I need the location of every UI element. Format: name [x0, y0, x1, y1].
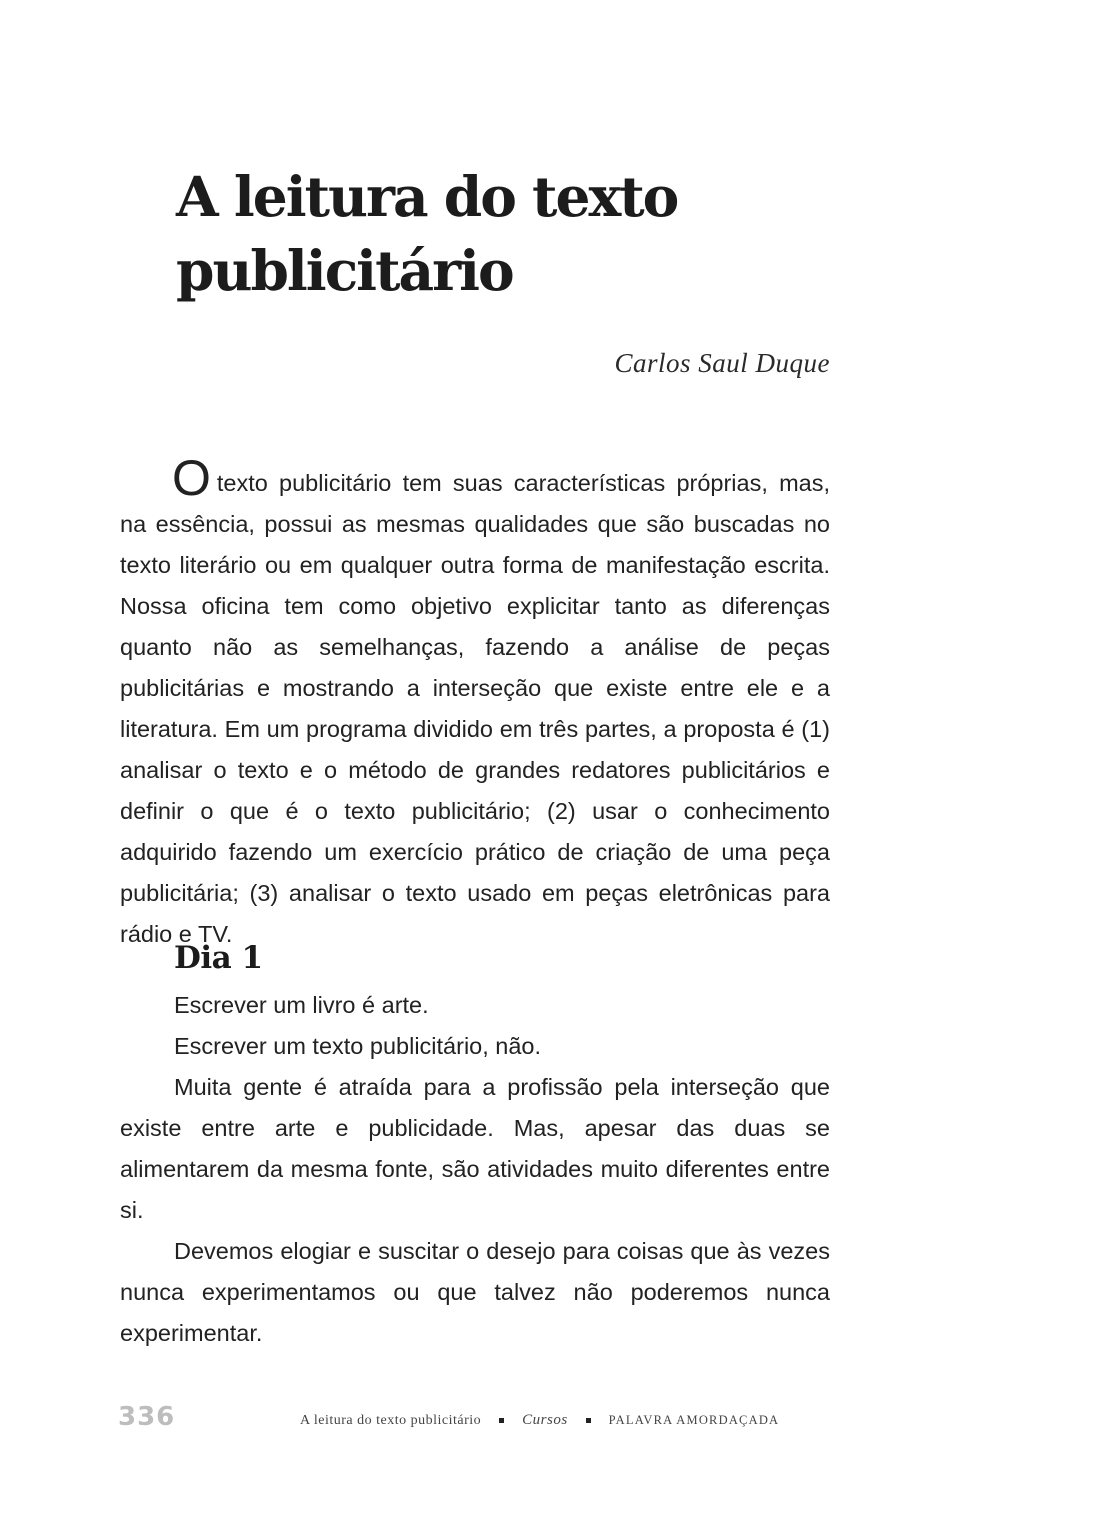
chapter-title-line-1: A leitura do texto: [176, 164, 678, 229]
book-title: PALAVRA AMORDAÇADA: [608, 1413, 780, 1427]
footer-section: Cursos: [522, 1412, 568, 1428]
drop-cap: O: [172, 450, 211, 506]
section-body: [120, 985, 830, 1354]
bullet-separator: [586, 1418, 591, 1423]
chapter-title: [176, 160, 677, 308]
section-paragraph: Escrever um texto publicitário, não.: [174, 1033, 542, 1059]
intro-paragraph: [120, 450, 830, 955]
running-footer: [300, 1412, 779, 1429]
page-footer: [0, 1402, 1100, 1442]
section-paragraph: Devemos elogiar e suscitar o desejo para coisas que às vezes nunca experimentamos ou que talvez não poderemos nunca experimentar.: [120, 1238, 830, 1346]
section-heading: Dia 1: [174, 940, 263, 976]
bullet-separator: [499, 1418, 504, 1423]
chapter-title-line-2: publicitário: [176, 238, 513, 303]
intro-text: texto publicitário tem suas características próprias, mas, na essência, possui as mesmas qualidades que são buscadas no texto literário ou em qualquer outra forma de manifestação escrita. Nossa oficina tem como objetivo explicitar tanto as diferenças quanto não as semelhanças, fazendo a análise de peças publicitárias e mostrando a interseção que existe entre ele e a literatura. Em um programa dividido em três partes, a proposta é (1) analisar o texto e o método de grandes redatores publicitários e definir o que é o texto publicitário; (2) usar o conhecimento adquirido fazendo um exercício prático de criação de uma peça publicitária; (3) analisar o texto usado em peças eletrônicas para rádio e TV.: [120, 470, 830, 947]
author-name: Carlos Saul Duque: [614, 348, 830, 378]
page-number: 336: [118, 1402, 176, 1432]
section-paragraph: Escrever um livro é arte.: [174, 992, 429, 1018]
running-title: A leitura do texto publicitário: [300, 1413, 482, 1428]
section-paragraph: Muita gente é atraída para a profissão pela interseção que existe entre arte e publicidade. Mas, apesar das duas se alimentarem da mesma fonte, são atividades muito diferentes entre si.: [120, 1074, 830, 1223]
